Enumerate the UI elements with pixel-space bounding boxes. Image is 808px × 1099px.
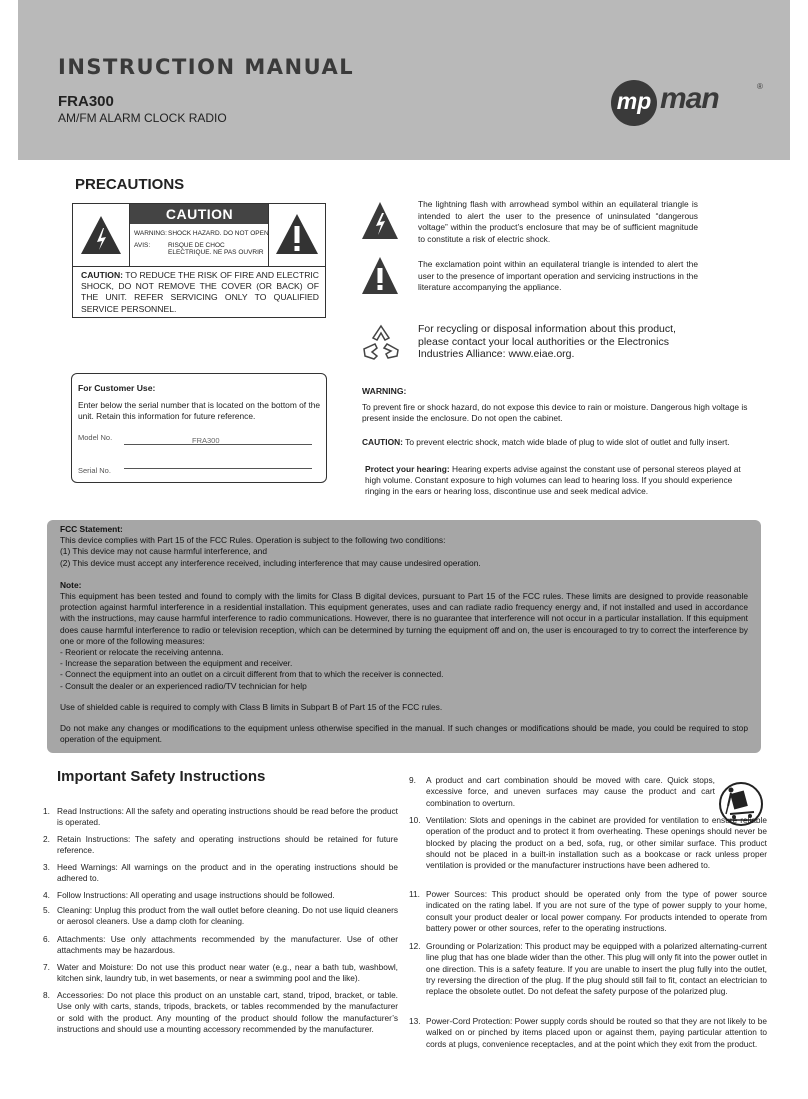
- lightning-triangle-icon: [73, 204, 129, 266]
- product-subtitle: AM/FM ALARM CLOCK RADIO: [58, 111, 227, 125]
- protect-hearing: Protect your hearing: Hearing experts advise against the constant use of personal stereos played at high volume. Constant exposure to high volumes can lead to hearing loss. If you should experience ringing in the ears or hearing loss, discontinue use and seek medical advice.: [365, 464, 741, 496]
- safety-item: 10. Ventilation: Slots and openings in the cabinet are provided for ventilation to ensure reliable operation of the product and to protect it from overheating. These openings should never be blocked by placing the product on a bed, sofa, rug, or other similar surface. This product should not be placed in a built-in installation such as a bookcase or rack unless proper ventilation is provided or the manufacturer instructions have been adhered to.: [409, 815, 767, 871]
- manual-title: INSTRUCTION MANUAL: [58, 55, 355, 79]
- customer-use-text: Enter below the serial number that is located on the bottom of the unit. Retain this information for future reference.: [78, 400, 321, 421]
- logo-mp: mp: [611, 80, 657, 126]
- safety-item: 7. Water and Moisture: Do not use this product near water (e.g., near a bath tub, washbowl, kitchen sink, laundry tub, in wet basements, or near a swimming pool and the like).: [43, 962, 398, 984]
- fcc-note-text: This equipment has been tested and found to comply with the limits for Class B digital devices, pursuant to Part 15 of the FCC rules. These limits are designed to provide reasonable protection against harmful interference in a residential installation. This equipment generates, uses and can radiate radio frequency energy and, if not installed and used in accordance with the instructions, may cause harmful interference to radio communications. However, there is no guarantee that interference will not occur in a particular installation. If this equipment does cause harmful interference to radio or television reception, which can be determined by turning the equipment off and on, the user is encouraged to try to correct the interference by one or more of the following measures:: [60, 591, 748, 646]
- safety-item: 12. Grounding or Polarization: This product may be equipped with a polarized alternating-current line plug that has one blade wider than the other. This plug will only fit into the power outlet in one direction. This is a safety feature. If you are unable to insert the plug fully into the outlet, try reversing the direction of the plug. If the plug should still fail to fit, contact an electrician to replace the obsolete outlet. Do not defeat the safety purpose of the polarized plug.: [409, 941, 767, 997]
- fcc-statement-1: This device complies with Part 15 of the FCC Rules. Operation is subject to the following two conditions:: [60, 535, 446, 546]
- safety-item: 1. Read Instructions: All the safety and operating instructions should be read before the product is operated.: [43, 806, 398, 828]
- exclamation-symbol-description: The exclamation point within an equilateral triangle is intended to alert the user to the presence of important operation and servicing instructions in the literature accompanying the appliance.: [418, 259, 698, 292]
- fcc-measure-2: - Increase the separation between the equipment and receiver.: [60, 658, 293, 669]
- fcc-heading: FCC Statement:: [60, 524, 123, 534]
- caution-lightning-panel: [73, 204, 130, 266]
- safety-item: 8. Accessories: Do not place this product on an unstable cart, stand, tripod, bracket, or table. Use only with carts, stands, tripods, brackets, or tables recommended by the manufacturer or sold with the product. Any mounting of the product should follow the manufacturer’s instructions and should use a mounting accessory recommended by the manufacturer.: [43, 990, 398, 1034]
- fcc-statement-3: (2) This device must accept any interference received, including interference that may cause undesired operation.: [60, 557, 481, 568]
- caution-label-center: [130, 204, 269, 266]
- recycle-icon: [360, 322, 402, 364]
- serial-no-line: [124, 468, 312, 469]
- safety-item: 5. Cleaning: Unplug this product from the wall outlet before cleaning. Do not use liquid cleaners or aerosol cleaners. Use a damp cloth for cleaning.: [43, 905, 398, 927]
- warning-text: To prevent fire or shock hazard, do not expose this device to rain or moisture. Dangerous high voltage is present inside the enclosure. Do not open the cabinet.: [362, 402, 748, 423]
- safety-heading: Important Safety Instructions: [57, 768, 266, 785]
- caution-label-box: [72, 203, 326, 318]
- fcc-measure-4: - Consult the dealer or an experienced radio/TV technician for help: [60, 680, 307, 691]
- fcc-measure-3: - Connect the equipment into an outlet on a circuit different from that to which the receiver is connected.: [60, 669, 444, 680]
- safety-item: 3. Heed Warnings: All warnings on the product and in the operating instructions should be adhered to.: [43, 862, 398, 884]
- safety-item: 11. Power Sources: This product should be operated only from the type of power source indicated on the rating label. If you are not sure of the type of power supply to your home, consult your product dealer or local power company. For products intended to operate from battery power or other sources, refer to the operating instructions.: [409, 889, 767, 933]
- exclamation-symbol-icon: [360, 254, 400, 298]
- caution-warning-row: WARNING:SHOCK HAZARD. DO NOT OPEN: [134, 230, 269, 237]
- fcc-measure-1: - Reorient or relocate the receiving antenna.: [60, 647, 224, 658]
- fcc-shielded-cable: Use of shielded cable is required to comply with Class B limits in Subpart B of Part 15 of the FCC rules.: [60, 701, 443, 712]
- fcc-statement-box: [47, 520, 761, 753]
- safety-item: 13. Power-Cord Protection: Power supply cords should be routed so that they are not likely to be walked on or pinched by items placed upon or against them, paying particular attention to cords at plugs, convenience receptacles, and at the point which they exit from the product.: [409, 1016, 767, 1049]
- fcc-note-heading: Note:: [60, 579, 82, 590]
- model-number: FRA300: [58, 93, 114, 110]
- safety-item: 9. A product and cart combination should be moved with care. Quick stops, excessive force, and uneven surfaces may cause the product and cart combination to overturn.: [409, 775, 715, 808]
- safety-item: 6. Attachments: Use only attachments recommended by the manufacturer. Use of other attachments may be hazardous.: [43, 934, 398, 956]
- caution-avis-row: AVIS: RISQUE DE CHOC ELECTRIQUE. NE PAS OUVRIR: [134, 242, 264, 256]
- exclamation-triangle-icon: [269, 204, 325, 266]
- safety-item: 2. Retain Instructions: The safety and operating instructions should be retained for future reference.: [43, 834, 398, 856]
- caution-statement: CAUTION: TO REDUCE THE RISK OF FIRE AND ELECTRIC SHOCK, DO NOT REMOVE THE COVER (OR BACK) OF THE UNIT. REFER SERVICING ONLY TO QUALIFIED SERVICE PERSONNEL.: [81, 270, 319, 314]
- fcc-modifications: Do not make any changes or modifications to the equipment unless otherwise specified in the manual. If such changes or modifications should be made, you could be required to stop operation of the equipment.: [60, 723, 748, 745]
- fcc-statement-2: (1) This device may not cause harmful interference, and: [60, 546, 267, 557]
- precautions-heading: PRECAUTIONS: [75, 176, 185, 193]
- caution-exclamation-panel: [268, 204, 325, 266]
- caution-divider: [73, 266, 325, 267]
- plug-caution: CAUTION: To prevent electric shock, match wide blade of plug to wide slot of outlet and fully insert.: [362, 437, 730, 447]
- caution-banner: CAUTION: [130, 204, 269, 224]
- brand-logo: [611, 80, 771, 126]
- customer-use-box: [71, 373, 327, 483]
- model-no-value: FRA300: [192, 436, 220, 445]
- warning-heading: WARNING:: [362, 386, 407, 396]
- customer-use-heading: For Customer Use:: [78, 383, 156, 393]
- lightning-symbol-icon: [360, 199, 400, 243]
- model-no-label: Model No.: [78, 433, 113, 442]
- recycling-info: For recycling or disposal information about this product, please contact your local authorities or the Electronics Industries Alliance: www.eiae.org.: [418, 323, 676, 360]
- lightning-symbol-description: The lightning flash with arrowhead symbol within an equilateral triangle is intended to alert the user to the presence of uninsulated “dangerous voltage” within the product’s enclosure that may be of sufficient magnitude to constitute a risk of electric shock.: [418, 199, 698, 244]
- safety-item: 4. Follow Instructions: All operating and usage instructions should be followed.: [43, 890, 335, 900]
- logo-registered: ®: [757, 82, 763, 91]
- serial-no-label: Serial No.: [78, 466, 111, 475]
- logo-man: man: [660, 82, 719, 115]
